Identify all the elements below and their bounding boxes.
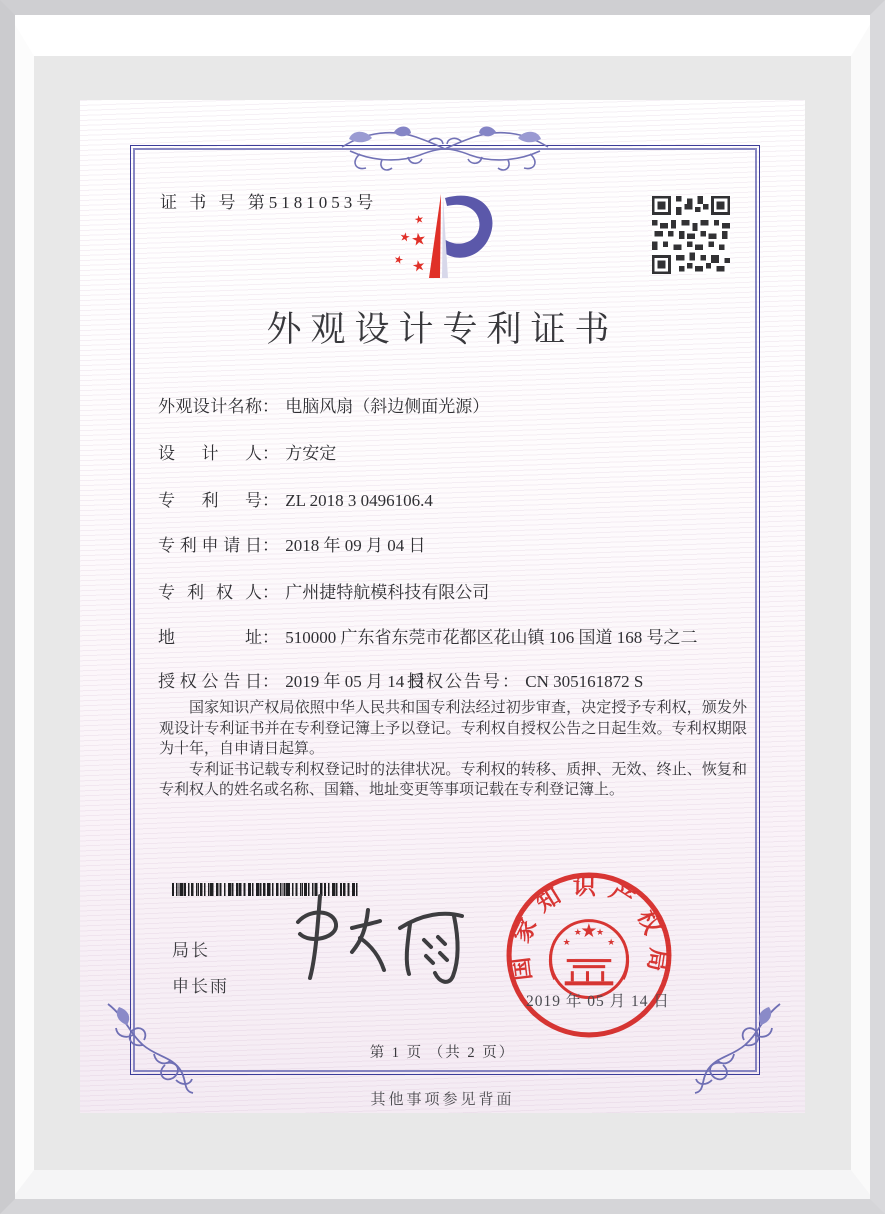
field-design-name: 外观设计名称： 电脑风扇（斜边侧面光源）	[158, 397, 490, 416]
dragon-flourish-icon	[338, 120, 552, 172]
seal-date: 2019 年 05 月 14 日	[526, 993, 670, 1010]
svg-text:★: ★	[409, 229, 428, 250]
patent-certificate-page	[80, 100, 805, 1113]
qr-code-icon	[651, 196, 731, 274]
svg-text:★: ★	[410, 257, 427, 276]
commissioner-signature-icon	[280, 886, 490, 996]
commissioner-title: 局长	[172, 941, 210, 960]
field-patent-number: 专利号： ZL 2018 3 0496106.4	[158, 491, 433, 510]
field-patentee: 专利权人： 广州捷特航模科技有限公司	[158, 583, 490, 602]
field-grant-announcement: 授权公告日： 2019 年 05 月 14 日 授权公告号： CN 305161872 S	[158, 667, 426, 692]
svg-text:★: ★	[573, 926, 582, 937]
field-filing-date: 专利申请日： 2018 年 09 月 04 日	[158, 536, 426, 555]
page-indicator: 第 1 页 （共 2 页）	[369, 1045, 516, 1061]
commissioner-block	[172, 936, 229, 1008]
svg-text:★: ★	[392, 253, 405, 268]
svg-text:国家知识产权局: 国家知识产权局	[506, 874, 672, 985]
certificate-number: 证 书 号 第5181053号	[160, 193, 378, 212]
legal-text	[159, 698, 747, 801]
svg-text:★: ★	[607, 936, 616, 947]
certificate-title: 外观设计专利证书	[266, 310, 619, 349]
field-grant-number: 授权公告号： CN 305161872 S	[407, 672, 644, 691]
commissioner-name: 申长雨	[172, 977, 229, 996]
field-designer: 设计人： 方安定	[158, 444, 337, 463]
legal-paragraph-1: 国家知识产权局依照中华人民共和国专利法经过初步审查，决定授予专利权，颁发外观设计专利证书并在专利登记簿上予以登记。专利权自授权公告之日起生效。专利权期限为十年，自申请日起算。	[159, 700, 747, 757]
legal-paragraph-2: 专利证书记载专利权登记时的法律状况。专利权的转移、质押、无效、终止、恢复和专利权人的姓名或名称、国籍、地址变更等事项记载在专利登记簿上。	[159, 761, 747, 798]
back-side-note: 其他事项参见背面	[370, 1092, 515, 1108]
svg-text:★: ★	[398, 229, 412, 245]
cnipa-official-seal-icon	[504, 870, 674, 1040]
svg-text:★: ★	[413, 213, 426, 227]
cnipa-patent-logo-icon	[385, 190, 505, 286]
svg-text:★: ★	[596, 926, 605, 937]
field-address: 地址： 510000 广东省东莞市花都区花山镇 106 国道 168 号之二	[158, 628, 698, 647]
svg-text:★: ★	[562, 936, 571, 947]
svg-text:★: ★	[580, 920, 598, 942]
